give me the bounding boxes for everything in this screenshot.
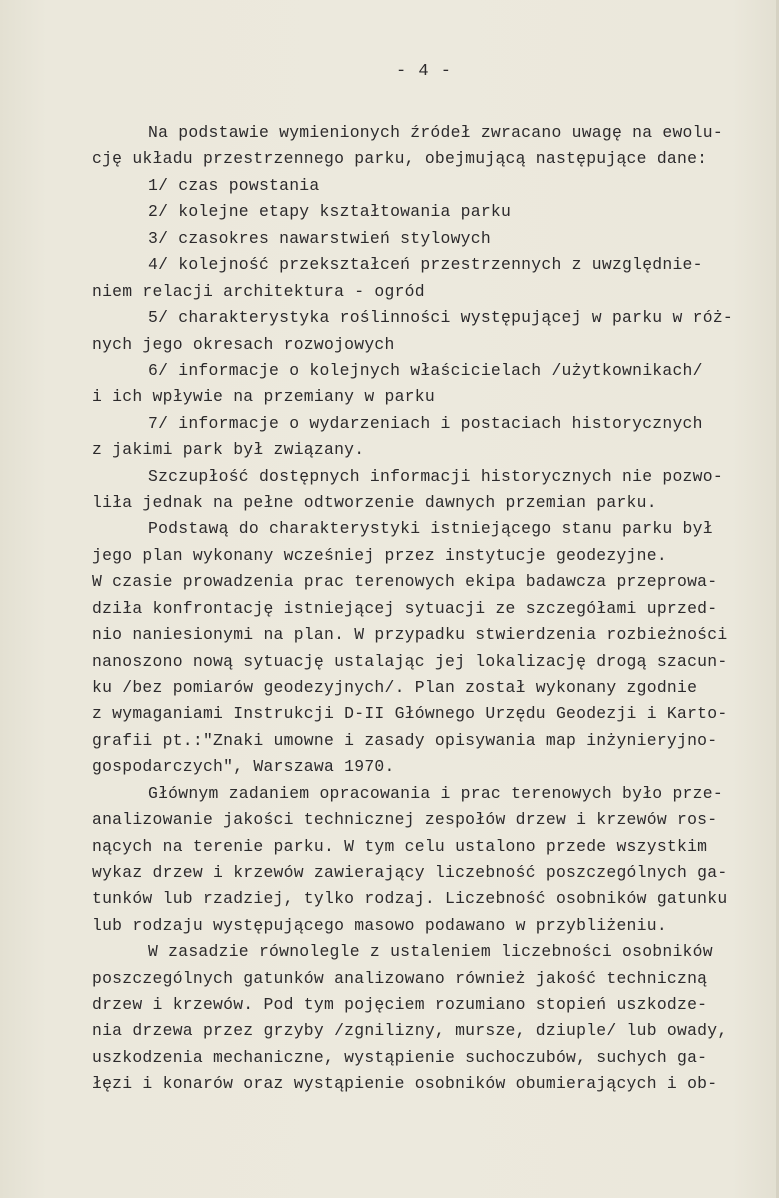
text-line: gospodarczych", Warszawa 1970. xyxy=(92,757,395,776)
list-item: 5/ charakterystyka roślinności występującej w parku w róż- xyxy=(148,308,733,327)
text-line: poszczególnych gatunków analizowano również jakość techniczną xyxy=(92,969,708,988)
text-line: cję układu przestrzennego parku, obejmującą następujące dane: xyxy=(92,149,708,168)
text-line: Głównym zadaniem opracowania i prac terenowych było prze- xyxy=(148,784,723,803)
text-line: tunków lub rzadziej, tylko rodzaj. Liczebność osobników gatunku xyxy=(92,889,728,908)
text-line: grafii pt.:"Znaki umowne i zasady opisywania map inżynieryjno- xyxy=(92,731,718,750)
list-item: 7/ informacje o wydarzeniach i postaciach historycznych xyxy=(148,414,703,433)
list-item: 3/ czasokres nawarstwień stylowych xyxy=(148,229,491,248)
text-line: dziła konfrontację istniejącej sytuacji ze szczegółami uprzed- xyxy=(92,599,718,618)
text-line: nanoszono nową sytuację ustalając jej lokalizację drogą szacun- xyxy=(92,652,728,671)
list-item: 4/ kolejność przekształceń przestrzennych z uwzględnie- xyxy=(148,255,703,274)
text-line: niem relacji architektura - ogród xyxy=(92,282,425,301)
text-line: W czasie prowadzenia prac terenowych ekipa badawcza przeprowa- xyxy=(92,572,718,591)
text-line: z wymaganiami Instrukcji D-II Głównego Urzędu Geodezji i Karto- xyxy=(92,704,728,723)
text-line: Na podstawie wymienionych źródeł zwracano uwagę na ewolu- xyxy=(148,123,723,142)
text-line: Podstawą do charakterystyki istniejącego stanu parku był xyxy=(148,519,713,538)
text-line: z jakimi park był związany. xyxy=(92,440,365,459)
text-line: łęzi i konarów oraz wystąpienie osobników obumierających i ob- xyxy=(92,1074,718,1093)
text-line: i ich wpływie na przemiany w parku xyxy=(92,387,435,406)
text-line: ku /bez pomiarów geodezyjnych/. Plan został wykonany zgodnie xyxy=(92,678,698,697)
text-line: nych jego okresach rozwojowych xyxy=(92,335,395,354)
text-line: nia drzewa przez grzyby /zgnilizny, mursze, dziuple/ lub owady, xyxy=(92,1021,728,1040)
text-line: analizowanie jakości technicznej zespołów drzew i krzewów ros- xyxy=(92,810,718,829)
text-line: uszkodzenia mechaniczne, wystąpienie suchoczubów, suchych ga- xyxy=(92,1048,708,1067)
text-line: nących na terenie parku. W tym celu ustalono przede wszystkim xyxy=(92,837,708,856)
page-number: - 4 - xyxy=(396,62,453,81)
text-line: lub rodzaju występującego masowo podawano w przybliżeniu. xyxy=(92,916,667,935)
text-line: Szczupłość dostępnych informacji historycznych nie pozwo- xyxy=(148,467,723,486)
text-line: nio naniesionymi na plan. W przypadku stwierdzenia rozbieżności xyxy=(92,625,728,644)
text-line: jego plan wykonany wcześniej przez instytucje geodezyjne. xyxy=(92,546,667,565)
text-line: drzew i krzewów. Pod tym pojęciem rozumiano stopień uszkodze- xyxy=(92,995,708,1014)
text-line: wykaz drzew i krzewów zawierający liczebność poszczególnych ga- xyxy=(92,863,728,882)
text-line: W zasadzie równolegle z ustaleniem liczebności osobników xyxy=(148,942,713,961)
list-item: 6/ informacje o kolejnych właścicielach /użytkownikach/ xyxy=(148,361,703,380)
list-item: 2/ kolejne etapy kształtowania parku xyxy=(148,202,512,221)
text-line: liła jednak na pełne odtworzenie dawnych przemian parku. xyxy=(92,493,657,512)
list-item: 1/ czas powstania xyxy=(148,176,320,195)
